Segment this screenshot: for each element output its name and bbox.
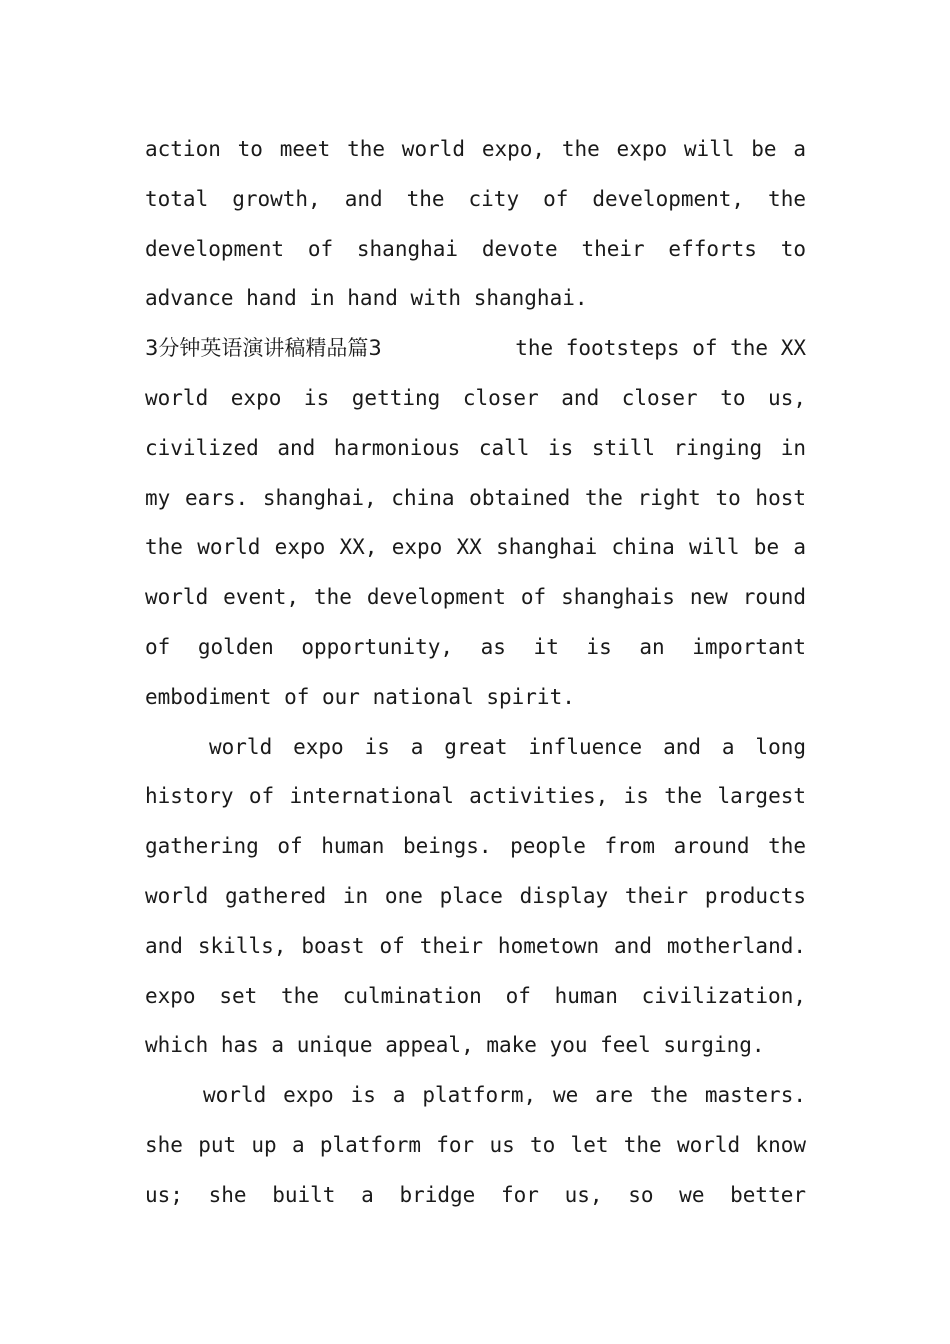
text-line: advance hand in hand with shanghai. <box>145 286 588 311</box>
text-line: and skills, boast of their hometown and motherland. <box>145 933 806 958</box>
text-line: expo set the culmination of human civilization, <box>145 983 806 1008</box>
text-line: embodiment of our national spirit. <box>145 684 575 709</box>
text-line: world event, the development of shanghais new round <box>145 585 806 610</box>
text-line: us; she built a bridge for us, so we better <box>145 1182 806 1207</box>
text-line: civilized and harmonious call is still ringing in <box>145 435 806 460</box>
text-line: world expo is a platform, we are the masters. <box>203 1083 806 1108</box>
text-line: my ears. shanghai, china obtained the right to host <box>145 485 806 510</box>
text-line: the world expo XX, expo XX shanghai china will be a <box>145 535 806 560</box>
document-body <box>145 125 806 1221</box>
text-line: which has a unique appeal, make you feel surging. <box>145 1033 765 1058</box>
text-line: history of international activities, is the largest <box>145 784 806 809</box>
text-line: action to meet the world expo, the expo will be a <box>145 137 806 161</box>
section-heading: 3分钟英语演讲稿精品篇3 <box>145 336 382 361</box>
text-line: total growth, and the city of development, the <box>145 186 806 211</box>
text-line: of golden opportunity, as it is an important <box>145 634 806 659</box>
text-line: world expo is a great influence and a long <box>209 734 806 759</box>
text-line: world gathered in one place display their products <box>145 883 806 908</box>
text-line: world expo is getting closer and closer to us, <box>145 385 806 410</box>
text-line: gathering of human beings. people from around the <box>145 834 806 859</box>
text-line: the footsteps of the XX <box>515 336 806 361</box>
heading-line <box>145 324 806 374</box>
text-line: development of shanghai devote their efforts to <box>145 236 806 261</box>
text-line: she put up a platform for us to let the world know <box>145 1132 806 1157</box>
